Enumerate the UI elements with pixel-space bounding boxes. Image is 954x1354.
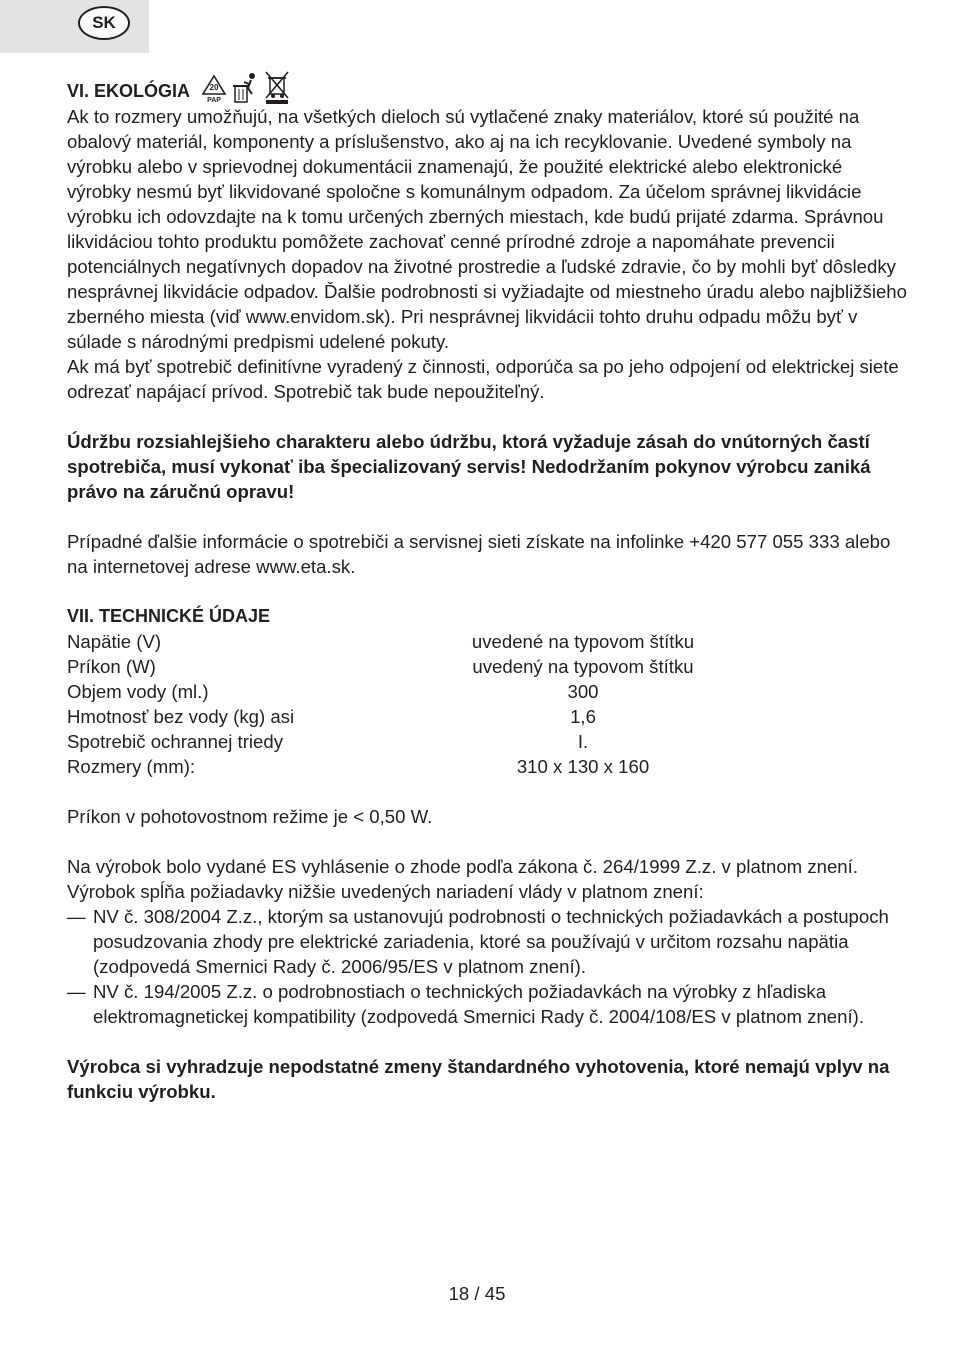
spec-table <box>67 629 907 779</box>
spec-row <box>67 729 907 754</box>
technical-heading: VII. TECHNICKÉ ÚDAJE <box>67 606 271 626</box>
tidyman-bin-icon <box>232 72 260 104</box>
recycle-material: PAP <box>207 97 221 104</box>
spec-row <box>67 704 907 729</box>
recycle-code: 20 <box>209 83 219 92</box>
ecology-heading-text: VI. EKOLÓGIA <box>67 81 191 101</box>
spec-row <box>67 629 907 654</box>
page-content <box>67 76 907 1104</box>
spec-row <box>67 679 907 704</box>
spec-row <box>67 654 907 679</box>
dash-marker: — <box>67 906 86 927</box>
ecology-heading <box>67 76 907 104</box>
language-badge: SK <box>78 6 130 40</box>
recycle-pap-icon <box>200 74 228 104</box>
declaration-intro: Na výrobok bolo vydané ES vyhlásenie o zhode podľa zákona č. 264/1999 Z.z. v platnom znení. Výrobok spĺňa požiadavky nižšie uvedených nariadení vlády v platnom znení: <box>67 856 858 902</box>
info-line: Prípadné ďalšie informácie o spotrebiči a servisnej sieti získate na infolinke +420 577 055 333 alebo na internetovej adrese www.eta.sk. <box>67 531 891 577</box>
declaration-item-text: NV č. 308/2004 Z.z., ktorým sa ustanovujú podrobnosti o technických požiadavkách a postupoch posudzovania zhody pre elektrické zariadenia, ktoré sa používajú v určitom rozsahu napätia (zodpovedá Smernici Rady č. 2006/95/ES v platnom znení). <box>93 906 889 977</box>
spec-value: 310 x 130 x 160 <box>516 756 650 777</box>
language-tab <box>0 0 149 53</box>
spec-label: Napätie (V) <box>67 631 162 652</box>
ecology-paragraph-2: Ak má byť spotrebič definitívne vyradený z činnosti, odporúča sa po jeho odpojení od elektrickej siete odrezať napájací prívod. Spotrebič tak bude nepoužiteľný. <box>67 356 899 402</box>
spec-value: 1,6 <box>570 706 596 727</box>
spec-value: I. <box>577 731 589 752</box>
spec-label: Príkon (W) <box>67 656 156 677</box>
spec-label: Rozmery (mm): <box>67 756 196 777</box>
declaration-item <box>67 904 907 979</box>
page-number: 18 / 45 <box>448 1283 506 1304</box>
declaration-item-text: NV č. 194/2005 Z.z. o podrobnostiach o technických požiadavkách na výrobky z hľadiska elektromagnetickej kompatibility (zodpovedá Smernici Rady č. 2004/108/ES v platnom znení). <box>93 981 864 1027</box>
ecology-icons <box>200 70 290 104</box>
crossed-wheelie-bin-icon <box>264 70 290 104</box>
manufacturer-note: Výrobca si vyhradzuje nepodstatné zmeny štandardného vyhotovenia, ktoré nemajú vplyv na funkciu výrobku. <box>67 1056 890 1102</box>
spec-value: 300 <box>567 681 599 702</box>
spec-label: Spotrebič ochrannej triedy <box>67 731 284 752</box>
spec-label: Hmotnosť bez vody (kg) asi <box>67 706 295 727</box>
spec-value: uvedené na typovom štítku <box>471 631 695 652</box>
spec-label: Objem vody (ml.) <box>67 681 209 702</box>
standby-power: Príkon v pohotovostnom režime je < 0,50 W. <box>67 806 433 827</box>
dash-marker: — <box>67 981 86 1002</box>
spec-row <box>67 754 907 779</box>
ecology-paragraph-1: Ak to rozmery umožňujú, na všetkých dieloch sú vytlačené znaky materiálov, ktoré sú použité na obalový materiál, komponenty a príslušenstvo, ako aj na ich recyklovanie. Uvedené symboly na výrobku alebo v sprievodnej dokumentácii znamenajú, že použité elektrické alebo elektronické výrobky nesmú byť likvidované spoločne s komunálnym odpadom. Za účelom správnej likvidácie výrobku ich odovzdajte na k tomu určených zberných miestach, kde budú prijaté zdarma. Správnou likvidáciou tohto produktu pomôžete zachovať cenné prírodné zdroje a napomáhate prevencii potenciálnych negatívnych dopadov na životné prostredie a ľudské zdravie, čo by mohli byť dôsledky nesprávnej likvidácie odpadov. Ďalšie podrobnosti si vyžiadajte od miestneho úradu alebo najbližšieho zberného miesta (viď www.envidom.sk). Pri nesprávnej likvidácii tohto druhu odpadu môžu byť v súlade s národnými predpismi udelené pokuty. <box>67 106 907 352</box>
declaration-item <box>67 979 907 1029</box>
spec-value: uvedený na typovom štítku <box>472 656 694 677</box>
service-warning: Údržbu rozsiahlejšieho charakteru alebo údržbu, ktorá vyžaduje zásah do vnútorných častí spotrebiča, musí vykonať iba špecializovaný servis! Nedodržaním pokynov výrobcu zaniká právo na záručnú opravu! <box>67 431 871 502</box>
